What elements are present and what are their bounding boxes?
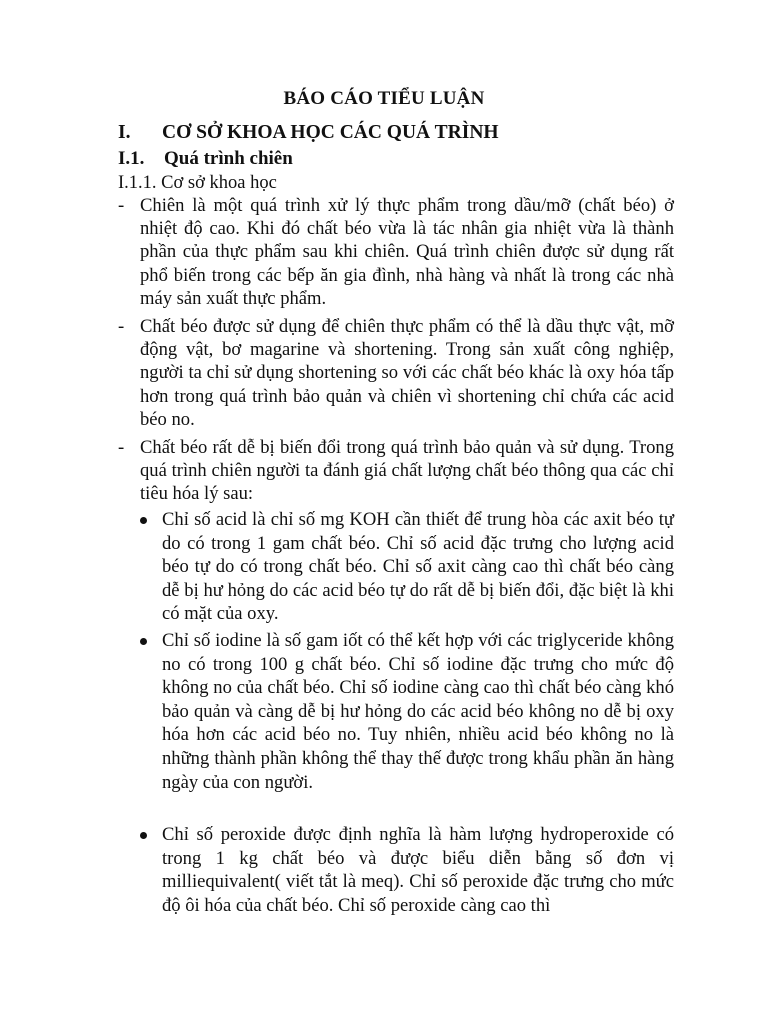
bullet-dot-icon [140,832,147,839]
section-heading-1-1-1: I.1.1. Cơ sở khoa học [118,173,277,193]
dash-paragraph [118,194,674,310]
section-title: CƠ SỞ KHOA HỌC CÁC QUÁ TRÌNH [162,122,499,143]
dash-marker: - [118,437,125,458]
subsection-number: I.1. [118,148,145,169]
section-heading-1 [118,122,499,144]
paragraph-text: Chiên là một quá trình xử lý thực phẩm trong dầu/mỡ (chất béo) ở nhiệt độ cao. Khi đó chất béo vừa là tác nhân gia nhiệt vừa là thành phần của thực phẩm sau khi chiên. Quá trình chiên được sử dụng rất phổ biến trong các bếp ăn gia đình, nhà hàng và nhất là trong các nhà máy sản xuất thực phẩm. [140,195,674,309]
dash-paragraph [118,436,674,506]
bullet-text: Chỉ số peroxide được định nghĩa là hàm lượng hydroperoxide có trong 1 kg chất béo và được biểu diễn bằng số đơn vị milliequivalent( viết tắt là meq). Chỉ số peroxide đặc trưng cho mức độ ôi hóa của chất béo. Chỉ số peroxide càng cao thì [162,824,674,916]
document-title: BÁO CÁO TIỂU LUẬN [283,88,485,109]
bullet-text: Chỉ số iodine là số gam iốt có thể kết hợp với các triglyceride không no có trong 100 g chất béo. Chỉ số iodine đặc trưng cho mức độ không no của chất béo. Chỉ số iodine càng cao thì chất béo càng khó bảo quản và càng dễ bị hư hỏng do các acid béo không no dễ bị oxy hóa hơn các acid béo no. Tuy nhiên, nhiều acid béo không no là những thành phần không thể thay thế được trong khẩu phần ăn hàng ngày của con người. [162,630,674,793]
dash-marker: - [118,316,125,337]
paragraph-text: Chất béo được sử dụng để chiên thực phẩm có thể là dầu thực vật, mỡ động vật, bơ magarine và shortening. Trong sản xuất công nghiệp, người ta chỉ sử dụng shortening so với các chất béo khác là oxy hóa tấp hơn trong quá trình bảo quản và chiên vì shortening chỉ chứa các acid béo no. [140,316,674,430]
bullet-item [140,823,674,917]
bullet-item [140,508,674,626]
bullet-text: Chỉ số acid là chỉ số mg KOH cần thiết để trung hòa các axit béo tự do có trong 1 gam chất béo. Chỉ số acid đặc trưng cho lượng acid béo tự do có trong chất béo. Chỉ số axit càng cao thì chất béo càng dễ bị hư hỏng do các acid béo tự do rất dễ bị biến đổi, đặc biệt là khi có mặt của oxy. [162,509,674,625]
paragraph-text: Chất béo rất dễ bị biến đổi trong quá trình bảo quản và sử dụng. Trong quá trình chiên người ta đánh giá chất lượng chất béo thông qua các chỉ tiêu hóa lý sau: [140,437,674,505]
section-heading-1-1 [118,148,293,170]
subsection-title: Quá trình chiên [164,148,293,169]
bullet-dot-icon [140,517,147,524]
section-number: I. [118,122,131,143]
dash-marker: - [118,195,125,216]
bullet-dot-icon [140,638,147,645]
bullet-item [140,629,674,794]
dash-paragraph [118,315,674,431]
